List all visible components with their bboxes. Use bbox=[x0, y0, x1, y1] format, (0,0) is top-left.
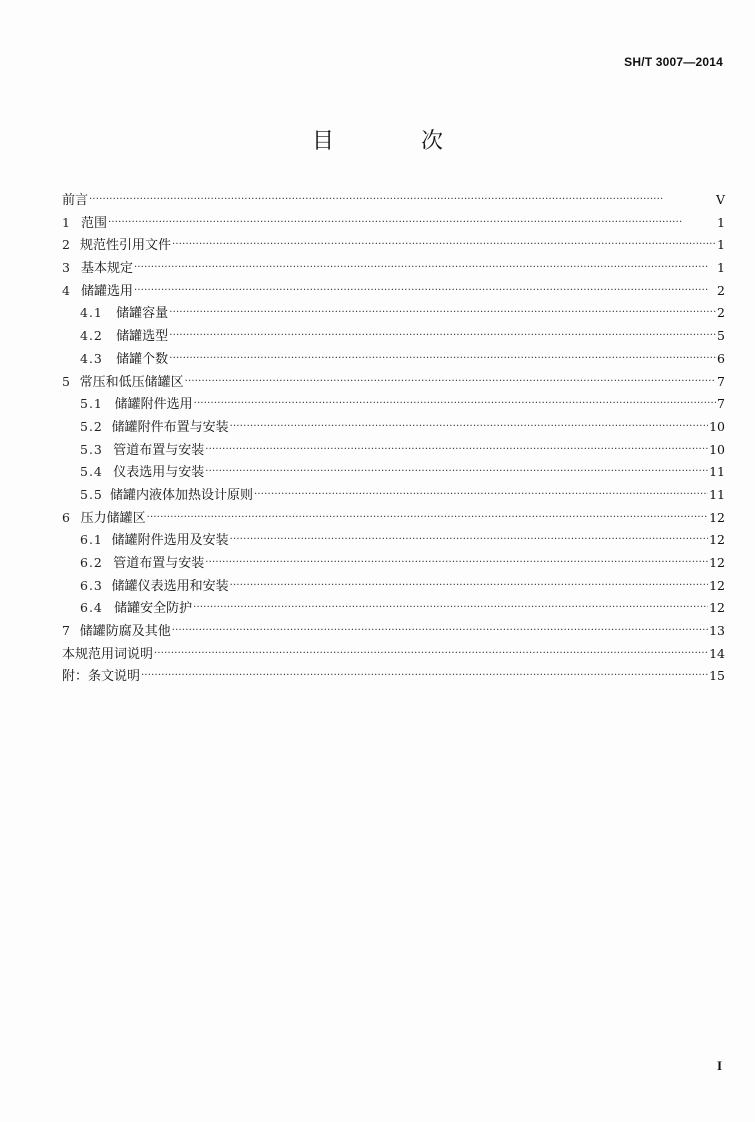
toc-entry-number: 7 bbox=[62, 623, 70, 639]
toc-dot-leader bbox=[254, 484, 708, 507]
toc-dot-leader bbox=[194, 393, 716, 416]
toc-entry-number: 6.1 bbox=[80, 532, 103, 548]
page-number: I bbox=[716, 1058, 722, 1073]
toc-entry-page: 5 bbox=[717, 328, 725, 344]
toc-entry-page: 6 bbox=[717, 350, 725, 366]
toc-dot-leader bbox=[172, 620, 708, 643]
toc-entry-label: 储罐附件选用 bbox=[114, 397, 193, 413]
toc-entry-page: 14 bbox=[709, 645, 725, 661]
toc-entry-label: 储罐选型 bbox=[116, 329, 169, 345]
toc-entry-page: 12 bbox=[709, 509, 725, 525]
toc-dot-leader bbox=[205, 461, 708, 484]
toc-entry[interactable] bbox=[62, 597, 725, 620]
toc-entry-number: 3 bbox=[62, 260, 70, 276]
toc-entry[interactable] bbox=[62, 348, 725, 371]
standard-code: SH/T 3007—2014 bbox=[624, 55, 723, 69]
toc-entry-page: 13 bbox=[709, 623, 725, 639]
toc-dot-leader bbox=[172, 234, 716, 257]
toc-entry-label: 储罐附件选用及安装 bbox=[111, 533, 229, 549]
toc-entry-page: V bbox=[715, 192, 725, 207]
toc-entry[interactable] bbox=[62, 302, 725, 325]
toc-entry-label: 附：条文说明 bbox=[62, 669, 141, 685]
toc-entry-number: 4.1 bbox=[80, 305, 103, 321]
toc-entry-page: 11 bbox=[709, 486, 725, 502]
toc-entry[interactable] bbox=[62, 280, 725, 303]
toc-entry[interactable] bbox=[62, 189, 725, 212]
toc-entry-number: 6.2 bbox=[80, 555, 103, 570]
toc-entry-page: 2 bbox=[717, 282, 725, 298]
toc-entry-label: 储罐内液体加热设计原则 bbox=[110, 487, 254, 503]
toc-entry[interactable] bbox=[62, 529, 725, 552]
toc-entry[interactable] bbox=[62, 371, 725, 394]
toc-entry-number: 6.4 bbox=[80, 600, 103, 616]
toc-entry-number: 5.1 bbox=[80, 396, 103, 412]
toc-dot-leader bbox=[169, 302, 716, 325]
toc-entry[interactable] bbox=[62, 484, 725, 507]
toc-entry-number: 5 bbox=[62, 373, 70, 389]
toc-dot-leader bbox=[134, 257, 716, 280]
page-title: 目 次 bbox=[312, 129, 483, 154]
toc-entry-label: 管道布置与安装 bbox=[113, 556, 205, 571]
toc-dot-leader bbox=[147, 507, 709, 530]
toc-entry-number: 6 bbox=[62, 509, 70, 525]
toc-dot-leader bbox=[230, 575, 708, 598]
toc-dot-leader bbox=[185, 371, 716, 394]
toc-entry-number: 5.3 bbox=[80, 441, 103, 457]
toc-dot-leader bbox=[169, 348, 716, 371]
toc-entry-page: 1 bbox=[717, 214, 725, 230]
toc-entry-label: 管道布置与安装 bbox=[113, 442, 205, 458]
toc-dot-leader bbox=[193, 597, 708, 620]
toc-entry-page: 2 bbox=[717, 305, 725, 321]
toc-entry-page: 10 bbox=[709, 441, 725, 457]
toc-dot-leader bbox=[230, 529, 708, 552]
toc-entry[interactable] bbox=[62, 234, 725, 257]
toc-entry-page: 12 bbox=[709, 577, 725, 593]
toc-entry-page: 11 bbox=[709, 464, 725, 480]
toc-entry[interactable] bbox=[62, 620, 725, 643]
toc-dot-leader bbox=[134, 280, 716, 303]
toc-entry-page: 7 bbox=[717, 396, 725, 412]
toc-entry-number: 1 bbox=[62, 214, 70, 230]
toc-entry-number: 4.3 bbox=[80, 350, 103, 366]
toc-entry-number: 5.5 bbox=[80, 486, 103, 502]
toc-entry-page: 1 bbox=[717, 260, 725, 276]
toc-entry-number: 2 bbox=[62, 237, 70, 253]
toc-entry-label: 压力储罐区 bbox=[80, 510, 146, 526]
toc-entry[interactable] bbox=[62, 552, 725, 575]
toc-entry-label: 储罐个数 bbox=[116, 351, 169, 367]
toc-entry-label: 范围 bbox=[81, 215, 108, 231]
toc-entry-number: 4.2 bbox=[80, 328, 103, 344]
toc-entry-label: 前言 bbox=[62, 193, 89, 208]
toc-entry-label: 规范性引用文件 bbox=[80, 238, 172, 254]
toc-dot-leader bbox=[108, 212, 716, 235]
toc-entry[interactable] bbox=[62, 416, 725, 439]
toc-entry[interactable] bbox=[62, 575, 725, 598]
toc-entry-number: 5.2 bbox=[80, 418, 103, 434]
toc-entry[interactable] bbox=[62, 643, 725, 666]
toc-entry-label: 储罐防腐及其他 bbox=[79, 624, 171, 640]
toc-entry[interactable] bbox=[62, 257, 725, 280]
toc-entry[interactable] bbox=[62, 439, 725, 462]
toc-entry[interactable] bbox=[62, 212, 725, 235]
toc-entry-page: 7 bbox=[717, 373, 725, 389]
toc-entry[interactable] bbox=[62, 507, 725, 530]
toc-entry-label: 储罐容量 bbox=[116, 306, 169, 322]
toc-dot-leader bbox=[205, 439, 708, 462]
toc-entry-number: 5.4 bbox=[80, 464, 103, 480]
toc-entry-number: 6.3 bbox=[80, 577, 103, 593]
toc-entry-label: 本规范用词说明 bbox=[62, 646, 154, 662]
toc-dot-leader bbox=[230, 416, 708, 439]
toc-entry-page: 12 bbox=[709, 555, 725, 570]
toc-entry-label: 储罐附件布置与安装 bbox=[111, 419, 229, 435]
toc-entry[interactable] bbox=[62, 665, 725, 688]
toc-entry-label: 储罐选用 bbox=[81, 283, 134, 299]
toc-entry-label: 储罐仪表选用和安装 bbox=[111, 578, 229, 594]
toc-dot-leader bbox=[205, 552, 708, 575]
toc-entry-label: 常压和低压储罐区 bbox=[79, 374, 184, 390]
toc-entry-page: 12 bbox=[709, 600, 725, 616]
toc-entry[interactable] bbox=[62, 325, 725, 348]
toc-entry-label: 储罐安全防护 bbox=[114, 601, 193, 617]
toc-dot-leader bbox=[154, 643, 708, 666]
toc-entry-page: 15 bbox=[709, 668, 725, 684]
toc-dot-leader bbox=[141, 665, 708, 688]
toc-entry[interactable] bbox=[62, 461, 725, 484]
toc-entry-label: 仪表选用与安装 bbox=[113, 465, 205, 481]
toc-dot-leader bbox=[89, 189, 715, 212]
toc-entry[interactable] bbox=[62, 393, 725, 416]
toc-entry-label: 基本规定 bbox=[81, 261, 134, 277]
toc-dot-leader bbox=[169, 325, 716, 348]
toc-entry-page: 1 bbox=[717, 237, 725, 253]
toc-entry-page: 12 bbox=[709, 532, 725, 548]
toc-entry-number: 4 bbox=[62, 282, 70, 298]
toc-entry-page: 10 bbox=[709, 418, 725, 434]
table-of-contents bbox=[62, 189, 725, 688]
